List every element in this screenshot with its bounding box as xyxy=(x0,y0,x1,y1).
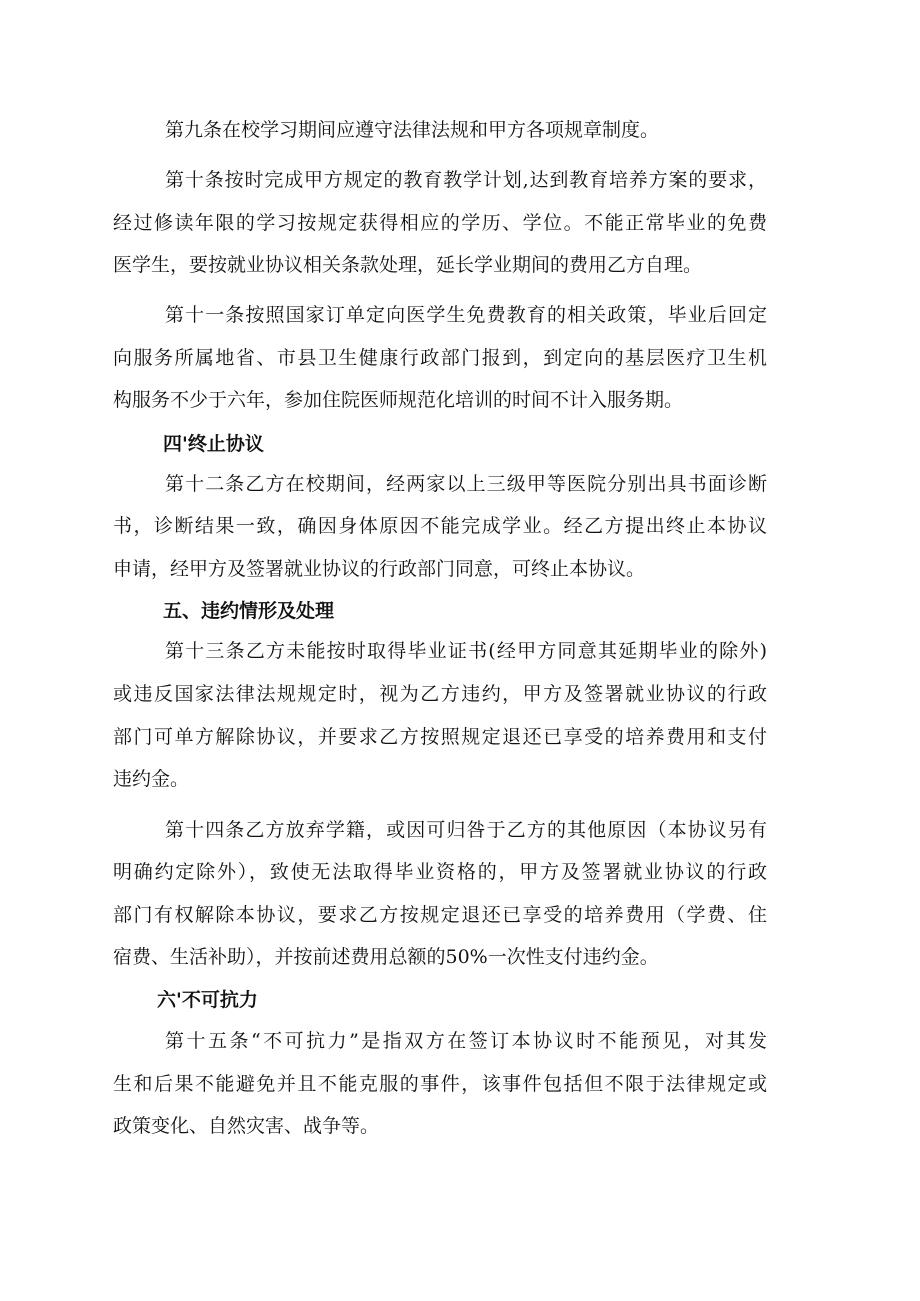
article-12-line-2: 书，诊断结果一致，确因身体原因不能完成学业。经乙方提出终止本协议 xyxy=(113,515,767,537)
article-13-line-1: 第十三条乙方未能按时取得毕业证书(经甲方同意其延期毕业的除外) xyxy=(165,640,767,662)
section-4-heading: 四'终止协议 xyxy=(163,433,264,455)
article-11-line-2: 向服务所属地省、市县卫生健康行政部门报到，到定向的基层医疗卫生机 xyxy=(113,347,767,369)
section-5-heading: 五、违约情形及处理 xyxy=(163,600,335,622)
section-6-heading: 六'不可抗力 xyxy=(157,989,258,1011)
article-15-line-2: 生和后果不能避免并且不能克服的事件，该事件包括但不限于法律规定或 xyxy=(113,1073,767,1095)
article-12-line-3: 申请，经甲方及签署就业协议的行政部门同意，可终止本协议。 xyxy=(113,558,646,580)
article-12-line-1: 第十二条乙方在校期间，经两家以上三级甲等医院分别出具书面诊断 xyxy=(165,473,767,495)
article-14-line-4: 宿费、生活补助），并按前述费用总额的50%一次性支付违约金。 xyxy=(113,946,659,968)
article-13-line-3: 部门可单方解除协议，并要求乙方按照规定退还已享受的培养费用和支付 xyxy=(113,726,767,748)
article-13-line-4: 违约金。 xyxy=(113,768,190,790)
article-10-line-3: 医学生，要按就业协议相关条款处理，延长学业期间的费用乙方自理。 xyxy=(113,254,703,276)
article-10-line-2: 经过修读年限的学习按规定获得相应的学历、学位。不能正常毕业的免费 xyxy=(113,212,767,234)
article-11-line-3: 构服务不少于六年，参加住院医师规范化培训的时间不计入服务期。 xyxy=(113,389,684,411)
article-14-line-3: 部门有权解除本协议，要求乙方按规定退还已享受的培养费用（学费、住 xyxy=(113,904,767,926)
article-9-line-1: 第九条在校学习期间应遵守法律法规和甲方各项规章制度。 xyxy=(165,119,660,141)
article-13-line-2: 或违反国家法律法规规定时，视为乙方违约，甲方及签署就业协议的行政 xyxy=(113,683,767,705)
article-14-line-2: 明确约定除外），致使无法取得毕业资格的，甲方及签署就业协议的行政 xyxy=(113,861,767,883)
article-15-line-1: 第十五条“不可抗力”是指双方在签订本协议时不能预见，对其发 xyxy=(165,1030,767,1052)
article-14-line-1: 第十四条乙方放弃学籍，或因可归咎于乙方的其他原因（本协议另有 xyxy=(165,819,767,841)
article-10-line-1: 第十条按时完成甲方规定的教育教学计划,达到教育培养方案的要求， xyxy=(165,169,767,191)
article-11-line-1: 第十一条按照国家订单定向医学生免费教育的相关政策，毕业后回定 xyxy=(165,304,767,326)
article-15-line-3: 政策变化、自然灾害、战争等。 xyxy=(113,1115,380,1137)
